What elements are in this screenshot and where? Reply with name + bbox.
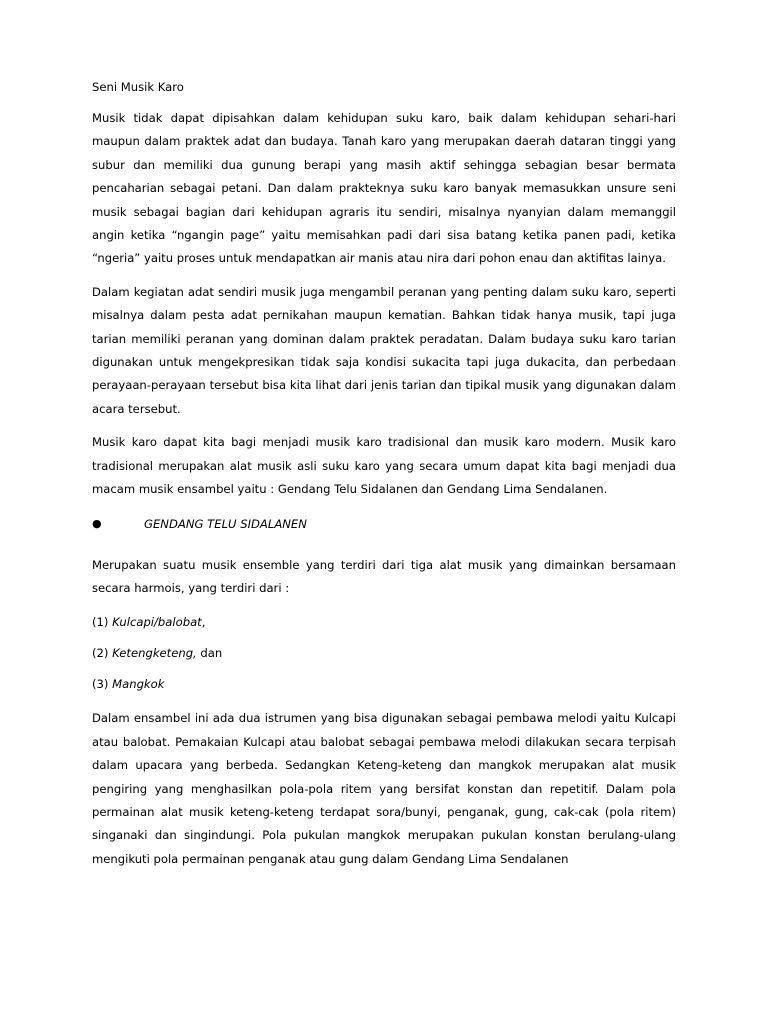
- instrument-number: (2): [92, 646, 113, 661]
- intro-paragraph: Merupakan suatu musik ensemble yang terdiri dari tiga alat musik yang dimainkan bersamaan secara harmois, yang terdiri dari :: [92, 557, 676, 595]
- instrument-suffix: dan: [196, 646, 223, 661]
- instrument-item-2: [92, 645, 676, 661]
- document-title: Seni Musik Karo: [92, 80, 184, 94]
- bullet-dot-icon: ●: [92, 516, 102, 530]
- instrument-suffix: ,: [201, 615, 206, 630]
- instrument-name: Kulcapi/balobat: [112, 615, 202, 630]
- paragraph-3: Musik karo dapat kita bagi menjadi musik karo tradisional dan musik karo modern. Musik karo tradisional merupakan alat musik asli suku karo yang secara umum dapat kita bagi menjadi dua macam musik ensambel yaitu : Gendang Telu Sidalanen dan Gendang Lima Sendalanen.: [92, 435, 676, 497]
- instrument-name: Mangkok: [112, 677, 165, 692]
- paragraph-1: Musik tidak dapat dipisahkan dalam kehidupan suku karo, baik dalam kehidupan sehari-hari maupun dalam praktek adat dan budaya. Tanah karo yang merupakan daerah dataran tinggi yang subur dan memiliki dua gunung berapi yang masih aktif sehingga sebagian besar bermata pencaharian sebagai petani. Dan dalam prakteknya suku karo banyak memasukkan unsure seni musik sebagai bagian dari kehidupan agraris itu sendiri, misalnya nyanyian dalam memanggil angin ketika “ngangin page” yaitu memisahkan padi dari sisa batang ketika panen padi, ketika “ngeria” yaitu proses untuk mendapatkan air manis atau nira dari pohon enau dan aktifitas lainya.: [92, 111, 676, 266]
- bullet-item: [92, 516, 676, 532]
- instrument-item-1: [92, 614, 676, 630]
- instrument-item-3: [92, 676, 676, 692]
- closing-paragraph: Dalam ensambel ini ada dua istrumen yang bisa digunakan sebagai pembawa melodi yaitu Kulcapi atau balobat. Pemakaian Kulcapi atau balobat sebagai pembawa melodi dilakukan secara terpisah dalam upacara yang berbeda. Sedangkan Keteng-keteng dan mangkok merupakan alat musik pengiring yang menghasilkan pola-pola ritem yang bersifat konstan dan repetitif. Dalam pola permainan alat musik keteng-keteng terdapat sora/bunyi, penganak, gung, cak-cak (pola ritem) singanaki dan singindungi. Pola pukulan mangkok merupakan pukulan konstan berulang-ulang mengikuti pola permainan penganak atau gung dalam Gendang Lima Sendalanen: [92, 711, 676, 866]
- bullet-heading: GENDANG TELU SIDALANEN: [144, 516, 307, 531]
- paragraph-2: Dalam kegiatan adat sendiri musik juga mengambil peranan yang penting dalam suku karo, seperti misalnya dalam pesta adat pernikahan maupun kematian. Bahkan tidak hanya musik, tapi juga tarian memiliki peranan yang dominan dalam praktek peradatan. Dalam budaya suku karo tarian digunakan untuk mengekpresikan tidak saja kondisi sukacita tapi juga dukacita, dan perbedaan perayaan-perayaan tersebut bisa kita lihat dari jenis tarian dan tipikal musik yang digunakan dalam acara tersebut.: [92, 284, 676, 416]
- instrument-name: Ketengketeng,: [112, 646, 197, 661]
- instrument-number: (1): [92, 615, 113, 630]
- instrument-number: (3): [92, 677, 113, 692]
